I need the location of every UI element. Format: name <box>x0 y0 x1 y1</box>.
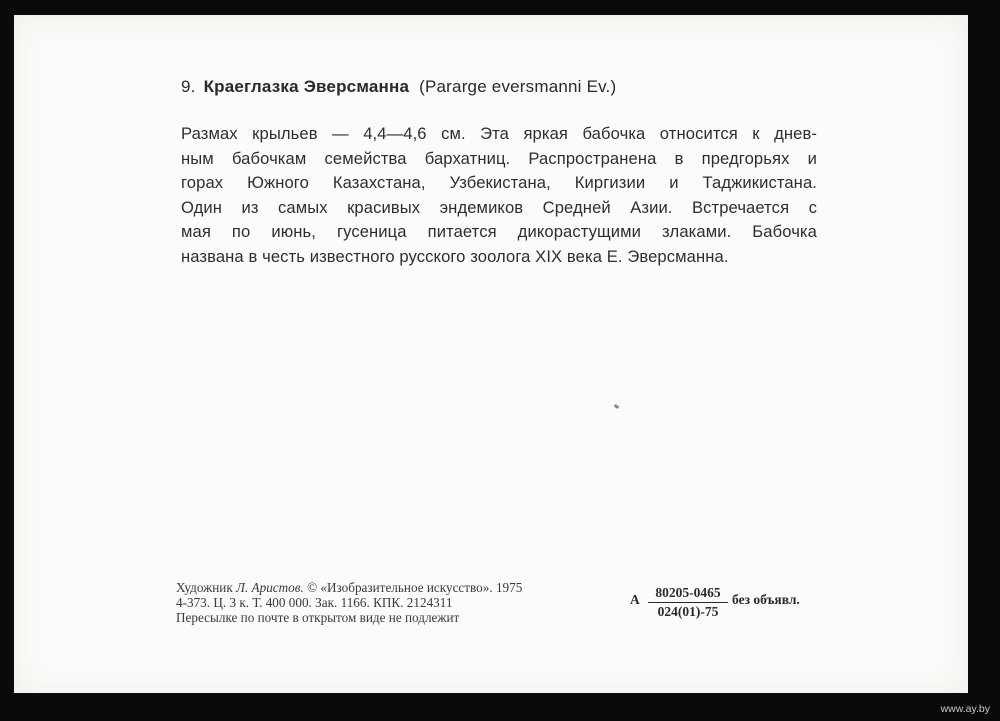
species-name-ru: Краеглазка Эверсманна <box>203 77 410 96</box>
description-line: мая по июнь, гусеница питается дикорастущими злаками. Бабочка <box>181 222 817 242</box>
publisher: © «Изобразительное искусство». 1975 <box>307 580 523 595</box>
species-title <box>181 77 616 97</box>
species-name-latin: (Pararge eversmanni Ev.) <box>419 77 617 96</box>
description-line: Один из самых красивых эндемиков Средней Азии. Встречается с <box>181 197 817 217</box>
imprint-line-3: Пересылке по почте в открытом виде не подлежит <box>176 610 460 625</box>
description-line: ным бабочкам семейства бархатниц. Распространена в предгорьях и <box>181 148 817 168</box>
description-line: горах Южного Казахстана, Узбекистана, Киргизии и Таджикистана. <box>181 173 817 193</box>
code-fraction <box>648 585 728 620</box>
artist-label: Художник <box>176 580 233 595</box>
code-suffix: без объявл. <box>732 592 800 607</box>
imprint-block <box>176 580 522 625</box>
imprint-line-1 <box>176 580 522 595</box>
site-watermark: www.ay.by <box>940 703 990 715</box>
description-line: Размах крыльев — 4,4—4,6 см. Эта яркая бабочка относится к днев- <box>181 124 817 143</box>
code-numerator: 80205-0465 <box>648 585 728 603</box>
artist-name: Л. Аристов. <box>236 580 304 595</box>
code-denominator: 024(01)-75 <box>657 604 719 619</box>
description-line: названа в честь известного русского зоолога XIX века Е. Эверсманна. <box>181 246 729 266</box>
species-description <box>181 122 817 270</box>
species-number: 9. <box>181 77 196 96</box>
imprint-line-2: 4-373. Ц. 3 к. Т. 400 000. Зак. 1166. КПК. 2124311 <box>176 595 453 610</box>
code-prefix: А <box>630 592 640 607</box>
